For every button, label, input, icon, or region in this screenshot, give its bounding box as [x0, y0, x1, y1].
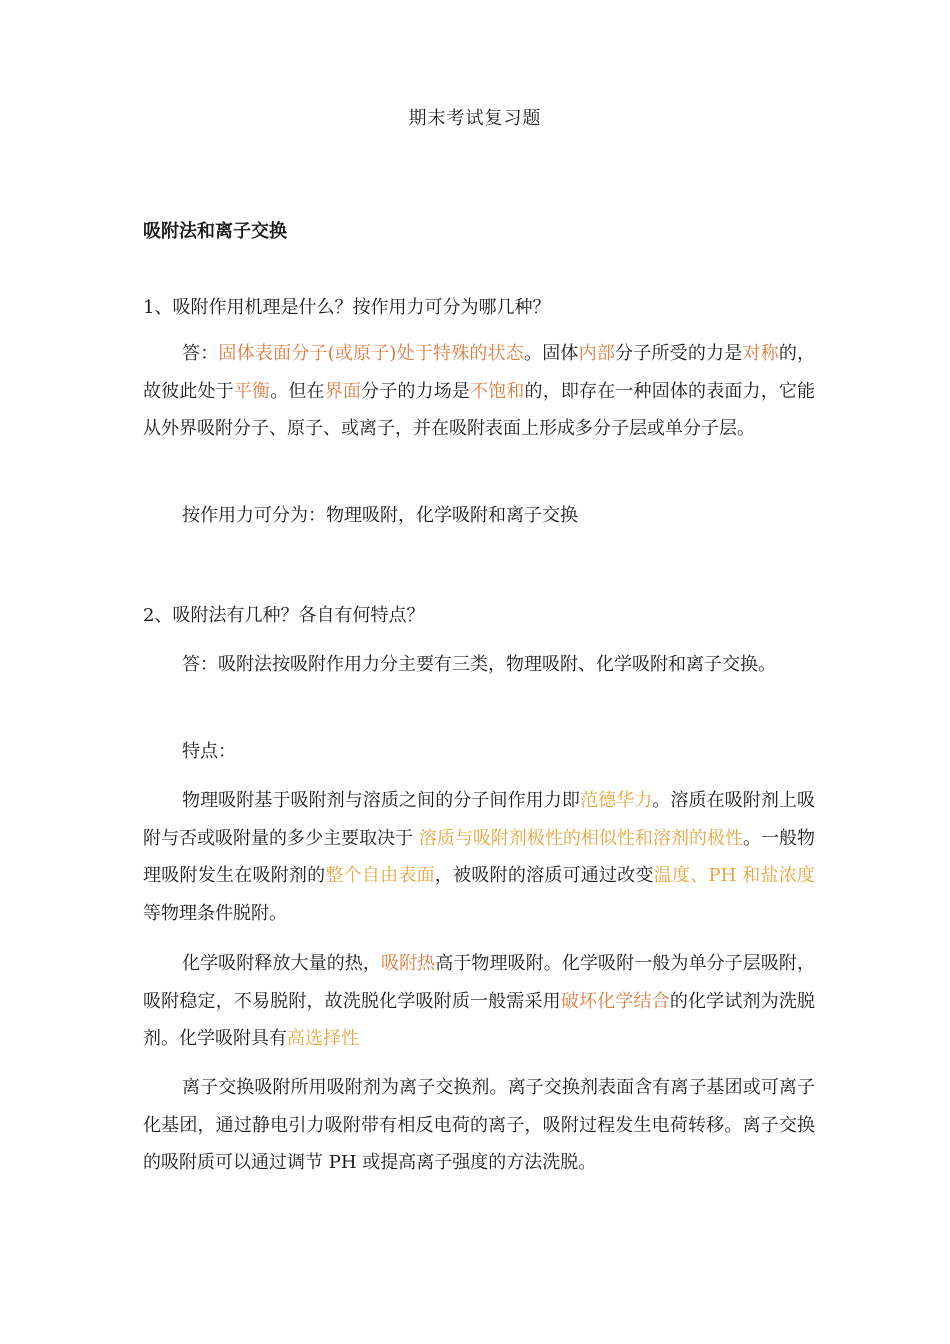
body-text: 。固体 — [524, 343, 579, 364]
body-text: 分子的力场是 — [361, 380, 471, 402]
question-1: 1、吸附作用机理是什么？按作用力可分为哪几种？ — [143, 297, 551, 318]
highlighted-text: 吸附热 — [380, 953, 436, 974]
body-text: ，被吸附的溶质可通过改变 — [434, 865, 654, 886]
body-text: 。一般物理吸附发生在吸附剂的 — [143, 827, 816, 886]
body-text: 。但在 — [270, 380, 325, 402]
body-text: 的，即存在一种固体的表面力，它能从外界吸附分子、原子、或离子，并在吸附表面上形成多分子层或单分子层。 — [143, 380, 816, 439]
highlighted-text: 固体表面分子(或原子)处于特殊的状态 — [218, 343, 525, 364]
body-text: 的化学试剂为洗脱剂。化学吸附具有 — [143, 990, 816, 1049]
highlighted-text: 高选择性 — [287, 1028, 359, 1049]
body-text: 答： — [182, 343, 219, 364]
section-heading: 吸附法和离子交换 — [143, 221, 287, 242]
highlighted-text: 对称 — [742, 343, 779, 364]
highlighted-text: 内部 — [578, 343, 616, 364]
highlighted-text: 范德华力 — [579, 790, 653, 811]
highlighted-text: 溶质与吸附剂极性的相似性和溶剂的极性 — [418, 827, 743, 849]
body-text: 分子所受的力是 — [615, 343, 743, 364]
highlighted-text: 整个自由表面 — [325, 865, 435, 886]
body-text: 化学吸附释放大量的热， — [182, 953, 381, 974]
highlighted-text: 不饱和 — [470, 380, 525, 402]
answer-2-paragraph-1: 答：吸附法按吸附作用力分主要有三类，物理吸附、化学吸附和离子交换。 — [182, 654, 776, 675]
page-title: 期末考试复习题 — [408, 108, 542, 129]
highlighted-text: 温度、PH 和盐浓度 — [653, 865, 816, 886]
body-text: 高于物理吸附。化学吸附一般为单分子层吸附，吸附稳定，不易脱附，故洗脱化学吸附质一般需采用 — [143, 953, 816, 1012]
answer-1-paragraph-1 — [143, 335, 815, 448]
highlighted-text: 平衡 — [233, 380, 271, 402]
highlighted-text: 破坏化学结合 — [560, 990, 670, 1012]
body-text: 的，故彼此处于 — [143, 343, 816, 402]
answer-2-paragraph-3 — [143, 782, 815, 932]
answer-1-paragraph-2: 按作用力可分为：物理吸附，化学吸附和离子交换 — [182, 505, 578, 526]
body-text: 。溶质在吸附剂上吸附与否或吸附量的多少主要取决于 — [143, 790, 816, 849]
answer-2-paragraph-2: 特点： — [182, 741, 236, 762]
answer-2-paragraph-5: 离子交换吸附所用吸附剂为离子交换剂。离子交换剂表面含有离子基团或可离子化基团，通过静电引力吸附带有相反电荷的离子，吸附过程发生电荷转移。离子交换的吸附质可以通过调节 PH 或提高离子强度的方法洗脱。 — [143, 1077, 815, 1173]
question-2: 2、吸附法有几种？各自有何特点？ — [143, 605, 425, 626]
answer-2-paragraph-4 — [143, 945, 815, 1058]
highlighted-text: 界面 — [324, 380, 362, 402]
body-text: 等物理条件脱附。 — [143, 902, 287, 924]
body-text: 物理吸附基于吸附剂与溶质之间的分子间作用力即 — [182, 790, 580, 811]
